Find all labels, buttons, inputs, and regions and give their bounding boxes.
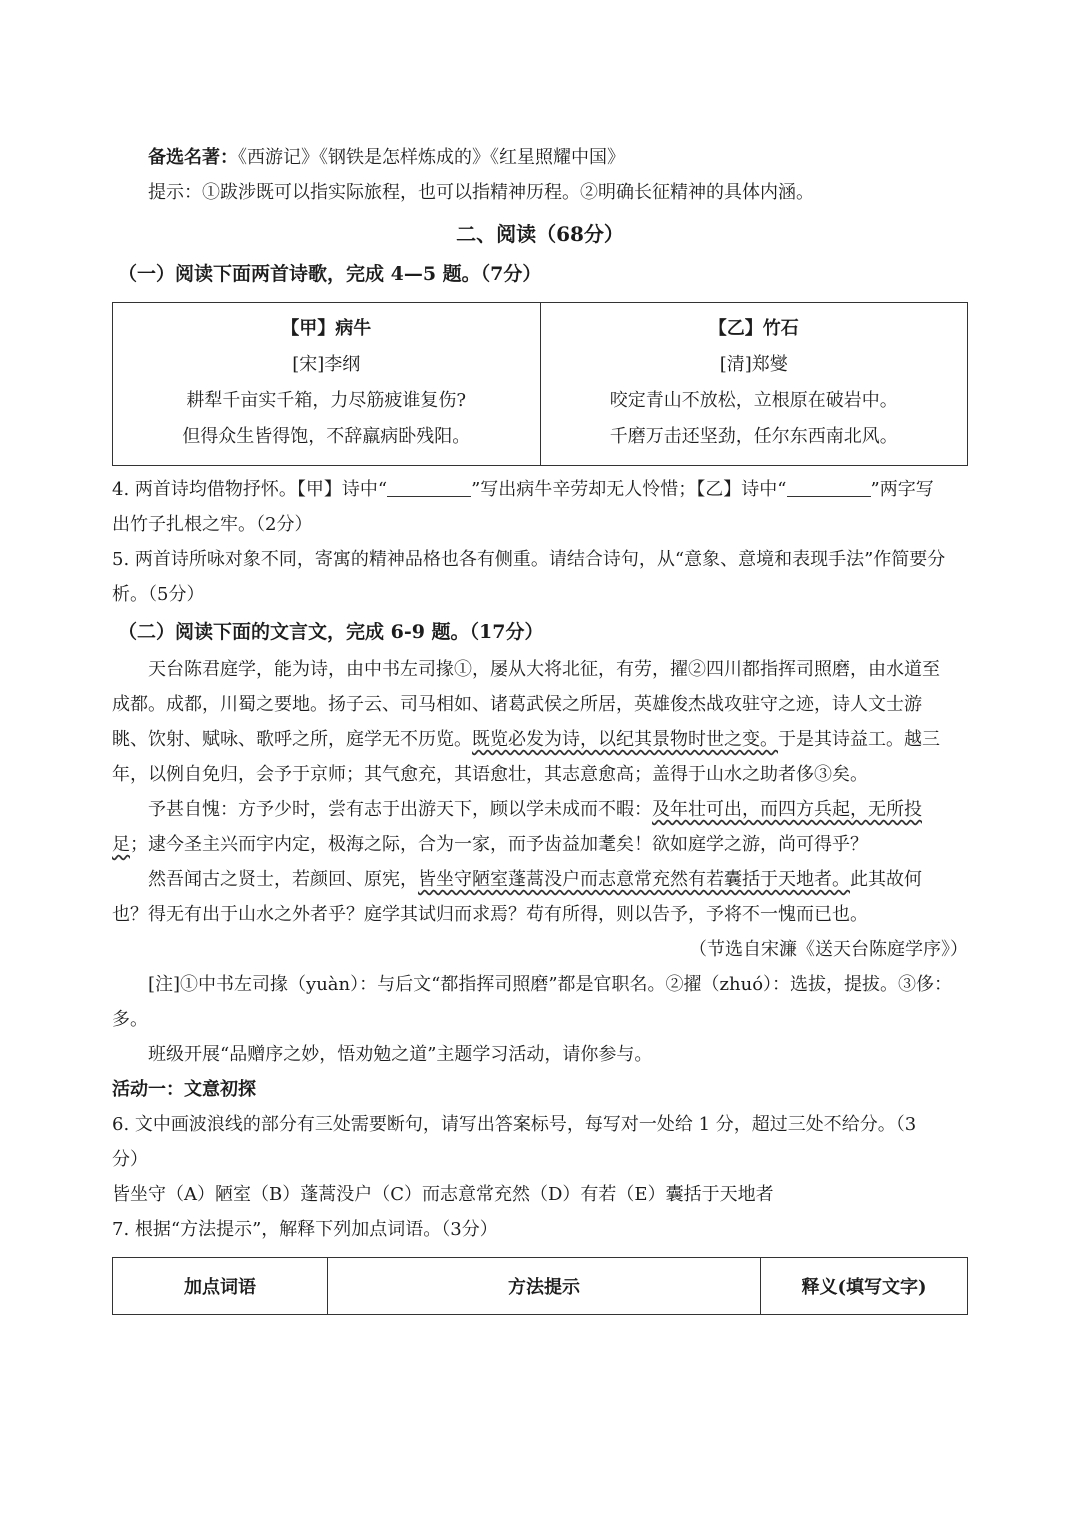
passage-p1-l1: 天台陈君庭学，能为诗，由中书左司掾①，屡从大将北征，有劳，擢②四川都指挥司照磨，由水道至 <box>148 659 940 680</box>
question-4-cont: 出竹子扎根之牢。（2分） <box>112 514 313 535</box>
wavy-sentence-1: 既览必发为诗，以纪其景物时世之变。 <box>472 729 778 750</box>
note-l1: [注]①中书左司掾（yuàn）：与后文“都指挥司照磨”都是官职名。②擢（zhuó）：选拔，提拔。③侈： <box>148 974 953 995</box>
passage-p1-l4: 年，以例自免归，会予于京师；其气愈充，其语愈壮，其志意愈高；盖得于山水之助者侈③矣。 <box>112 764 868 785</box>
question-5-cont: 析。（5分） <box>112 584 205 605</box>
passage-source: （节选自宋濂《送天台陈庭学序》） <box>689 939 968 960</box>
question-7: 7. 根据“方法提示”，解释下列加点词语。（3分） <box>112 1219 498 1240</box>
poem-b-title: 【乙】竹石 <box>708 318 799 339</box>
question-6-cont: 分） <box>112 1149 148 1170</box>
wavy-sentence-2a: 及年壮可出，而四方兵起，无所投 <box>652 799 922 820</box>
p1-l3-text-c: 于是其诗益工。越三 <box>778 729 940 750</box>
wavy-sentence-2b: 足 <box>112 834 130 855</box>
q4-text-c: ”两字写 <box>870 479 934 500</box>
q4-blank-b[interactable] <box>787 476 871 497</box>
passage-p3-l1 <box>112 862 968 897</box>
passage-p2-l1 <box>112 792 968 827</box>
books-line <box>148 140 968 175</box>
p1-l3-text-a: 眺、饮射、赋咏、歌呼之所，庭学无不历览。 <box>112 729 472 750</box>
hint-line: 提示：①跋涉既可以指实际旅程，也可以指精神历程。②明确长征精神的具体内涵。 <box>148 182 814 203</box>
part1-title: （一）阅读下面两首诗歌，完成 4—5 题。（7分） <box>118 263 542 285</box>
poem-a-author: [宋]李纲 <box>292 354 361 375</box>
header-method: 方法提示 <box>328 1258 761 1315</box>
q4-text-b: ”写出病牛辛劳却无人怜惜；【乙】诗中“ <box>471 479 787 500</box>
header-word: 加点词语 <box>113 1258 328 1315</box>
books-list: 《西游记》《钢铁是怎样炼成的》《红星照耀中国》 <box>238 147 625 168</box>
p2-l2-text-b: ；逮今圣主兴而宇内定，极海之际，合为一家，而予齿益加耄矣！欲如庭学之游，尚可得乎？ <box>130 834 868 855</box>
method-table-header-row <box>113 1258 968 1315</box>
poem-a-title: 【甲】病牛 <box>281 318 372 339</box>
passage-p3-l2: 也？得无有出于山水之外者乎？庭学其试归而求焉？苟有所得，则以告予，予将不一愧而已也。 <box>112 904 868 925</box>
poem-a-cell <box>113 303 541 466</box>
poem-b-author: [清]郑燮 <box>719 354 788 375</box>
q4-text-a: 4. 两首诗均借物抒怀。【甲】诗中“ <box>112 479 388 500</box>
poem-b-line1: 咬定青山不放松，立根原在破岩中。 <box>609 390 898 411</box>
poem-b-line2: 千磨万击还坚劲，任尔东西南北风。 <box>609 426 898 447</box>
p3-l1-text-c: 此其故何 <box>850 869 922 890</box>
p3-l1-text-a: 然吾闻古之贤士，若颜回、原宪， <box>148 869 418 890</box>
q4-blank-a[interactable] <box>387 476 471 497</box>
note-l2: 多。 <box>112 1009 148 1030</box>
activity-intro: 班级开展“品赠序之妙，悟劝勉之道”主题学习活动，请你参与。 <box>148 1044 653 1065</box>
passage-p1-l3 <box>112 722 968 757</box>
passage-p2-l2 <box>112 827 968 862</box>
question-5: 5. 两首诗所咏对象不同，寄寓的精神品格也各有侧重。请结合诗句，从“意象、意境和表现手法”作简要分 <box>112 549 946 570</box>
poem-a-line1: 耕犁千亩实千箱，力尽筋疲谁复伤? <box>186 390 467 411</box>
poem-table <box>112 302 968 466</box>
wavy-sentence-3: 皆坐守陋室蓬蒿没户而志意常充然有若囊括于天地者。 <box>418 869 850 890</box>
p2-l1-text-a: 予甚自愧：方予少时，尝有志于出游天下，顾以学未成而不暇： <box>148 799 652 820</box>
question-6-sentence: 皆坐守（A）陋室（B）蓬蒿没户（C）而志意常充然（D）有若（E）囊括于天地者 <box>112 1184 774 1205</box>
method-table <box>112 1257 968 1315</box>
books-label: 备选名著： <box>148 147 238 168</box>
poem-a-line2: 但得众生皆得饱，不辞羸病卧残阳。 <box>182 426 471 447</box>
activity-1-title: 活动一：文意初探 <box>112 1079 256 1100</box>
exam-page <box>112 140 968 1315</box>
header-meaning: 释义(填写文字) <box>761 1258 968 1315</box>
section-title: 二、阅读（68分） <box>456 222 624 246</box>
question-6: 6. 文中画波浪线的部分有三处需要断句，请写出答案标号，每写对一处给 1 分，超过三处不给分。（3 <box>112 1114 917 1135</box>
passage-p1-l2: 成都。成都，川蜀之要地。扬子云、司马相如、诸葛武侯之所居，英雄俊杰战攻驻守之迹，诗人文士游 <box>112 694 922 715</box>
poem-b-cell <box>540 303 968 466</box>
part2-title: （二）阅读下面的文言文，完成 6-9 题。（17分） <box>118 621 544 643</box>
question-4 <box>112 472 968 507</box>
